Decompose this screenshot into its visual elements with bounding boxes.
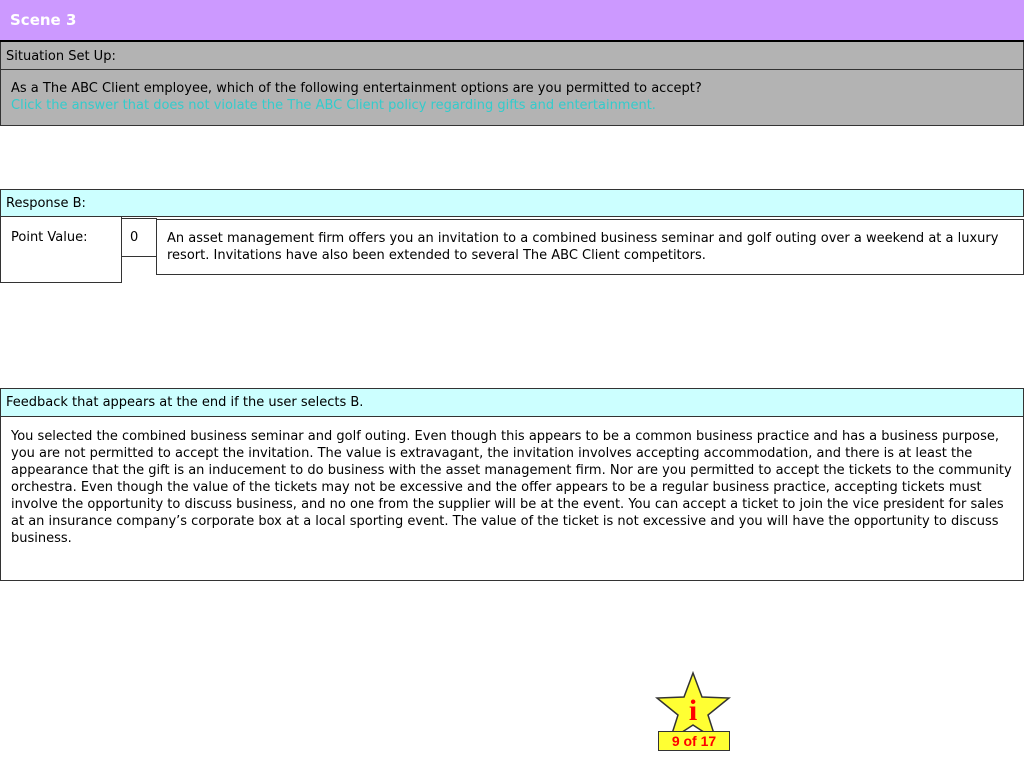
- point-value-cell: [0, 217, 122, 283]
- situation-setup-label: Situation Set Up:: [6, 49, 116, 64]
- point-value-field: [121, 218, 157, 257]
- situation-question: As a The ABC Client employee, which of the following entertainment options are you permitted to accept?: [11, 81, 702, 96]
- point-value: 0: [130, 230, 139, 245]
- response-label: Response B:: [6, 196, 86, 211]
- situation-instruction: Click the answer that does not violate the The ABC Client policy regarding gifts and entertainment.: [11, 98, 656, 113]
- scene-title: Scene 3: [10, 11, 77, 29]
- info-glyph: i: [688, 694, 698, 727]
- situation-setup-header: [0, 42, 1024, 70]
- feedback-label: Feedback that appears at the end if the user selects B.: [6, 395, 364, 410]
- point-value-label: Point Value:: [11, 230, 88, 245]
- scene-header: [0, 0, 1024, 42]
- response-header: [0, 189, 1024, 217]
- page-counter: 9 of 17: [658, 731, 730, 751]
- feedback-text: You selected the combined business seminar and golf outing. Even though this appears to be a common business practice and has a business purpose, you are not permitted to accept the invitation. The value is extravagant, the invitation involves accepting accommodation, and there is at least the appearance that the gift is an inducement to do business with the asset management firm. Nor are you permitted to accept the tickets to the community orchestra. Even though the value of the tickets may not be excessive and the offer appears to be a regular business practice, accepting tickets must involve the opportunity to discuss business, and no one from the supplier will be at the event. You can accept a ticket to join the vice president for sales at an insurance company’s corporate box at a local sporting event. The value of the ticket is not excessive and you will have the opportunity to discuss business.: [11, 429, 1012, 546]
- response-answer-text: An asset management firm offers you an invitation to a combined business seminar and golf outing over a weekend at a luxury resort. Invitations have also been extended to several The ABC Client competitors.: [167, 231, 999, 263]
